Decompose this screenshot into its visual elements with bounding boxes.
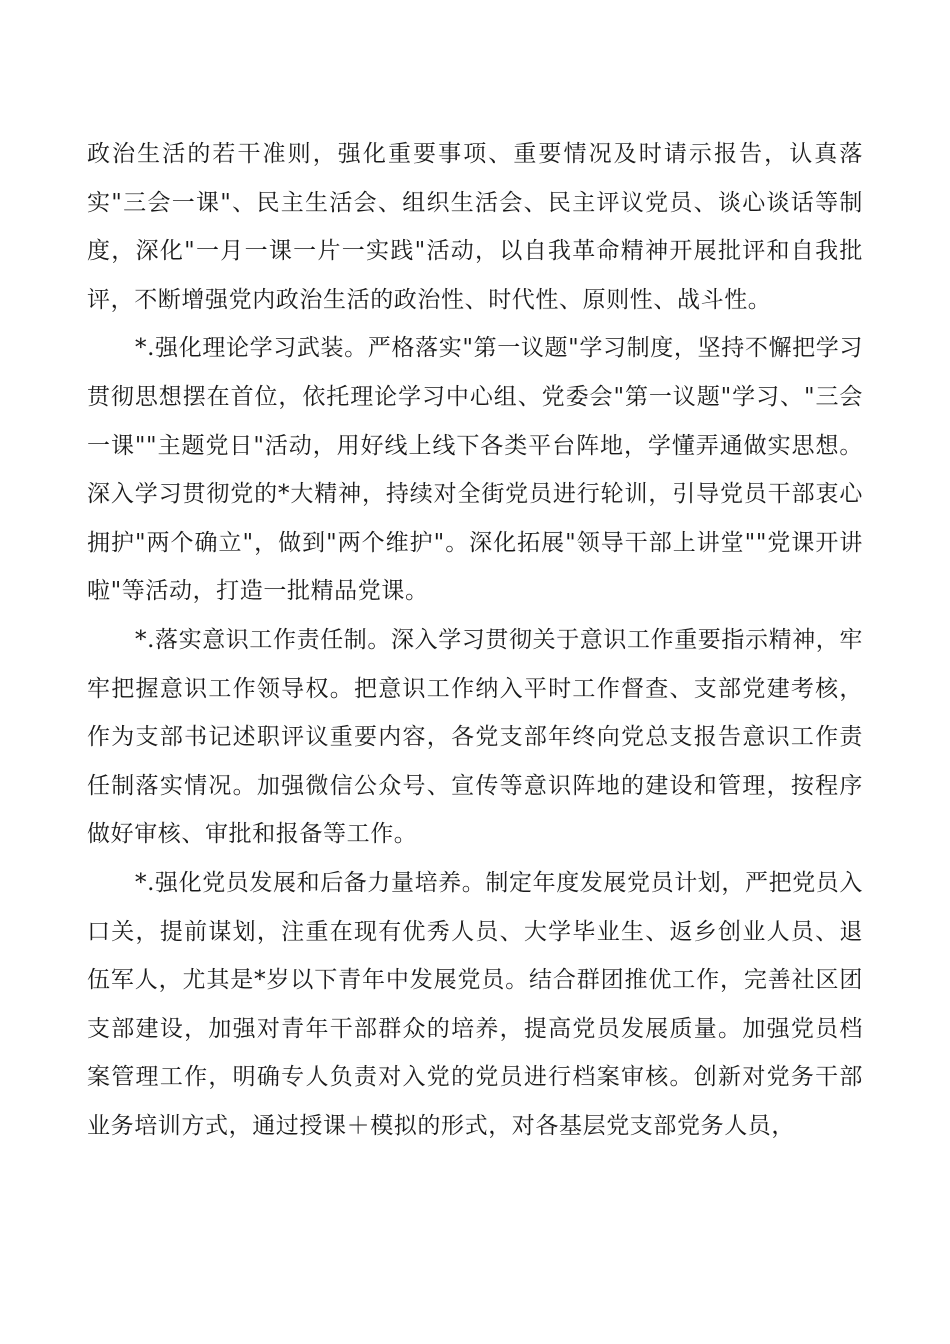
document-page <box>87 130 863 1150</box>
paragraph-ideology-responsibility: *.落实意识工作责任制。深入学习贯彻关于意识工作重要指示精神，牢牢把握意识工作领导权。把意识工作纳入平时工作督查、支部党建考核，作为支部书记述职评议重要内容，各党支部年终向党总支报告意识工作责任制落实情况。加强微信公众号、宣传等意识阵地的建设和管理，按程序做好审核、审批和报备等工作。 <box>87 626 864 848</box>
paragraph-party-life: 政治生活的若干准则，强化重要事项、重要情况及时请示报告，认真落实"三会一课"、民主生活会、组织生活会、民主评议党员、谈心谈话等制度，深化"一月一课一片一实践"活动，以自我革命精神开展批评和自我批评，不断增强党内政治生活的政治性、时代性、原则性、战斗性。 <box>87 141 863 313</box>
paragraph-member-development: *.强化党员发展和后备力量培养。制定年度发展党员计划，严把党员入口关，提前谋划，注重在现有优秀人员、大学毕业生、返乡创业人员、退伍军人，尤其是*岁以下青年中发展党员。结合群团推优工作，完善社区团支部建设，加强对青年干部群众的培养，提高党员发展质量。加强党员档案管理工作，明确专人负责对入党的党员进行档案审核。创新对党务干部业务培训方式，通过授课＋模拟的形式，对各基层党支部党务人员， <box>87 869 864 1139</box>
paragraph-theory-study: *.强化理论学习武装。严格落实"第一议题"学习制度，坚持不懈把学习贯彻思想摆在首位，依托理论学习中心组、党委会"第一议题"学习、"三会一课""主题党日"活动，用好线上线下各类平台阵地，学懂弄通做实思想。深入学习贯彻党的*大精神，持续对全街党员进行轮训，引导党员干部衷心拥护"两个确立"，做到"两个维护"。深化拓展"领导干部上讲堂""党课开讲啦"等活动，打造一批精品党课。 <box>87 335 863 605</box>
